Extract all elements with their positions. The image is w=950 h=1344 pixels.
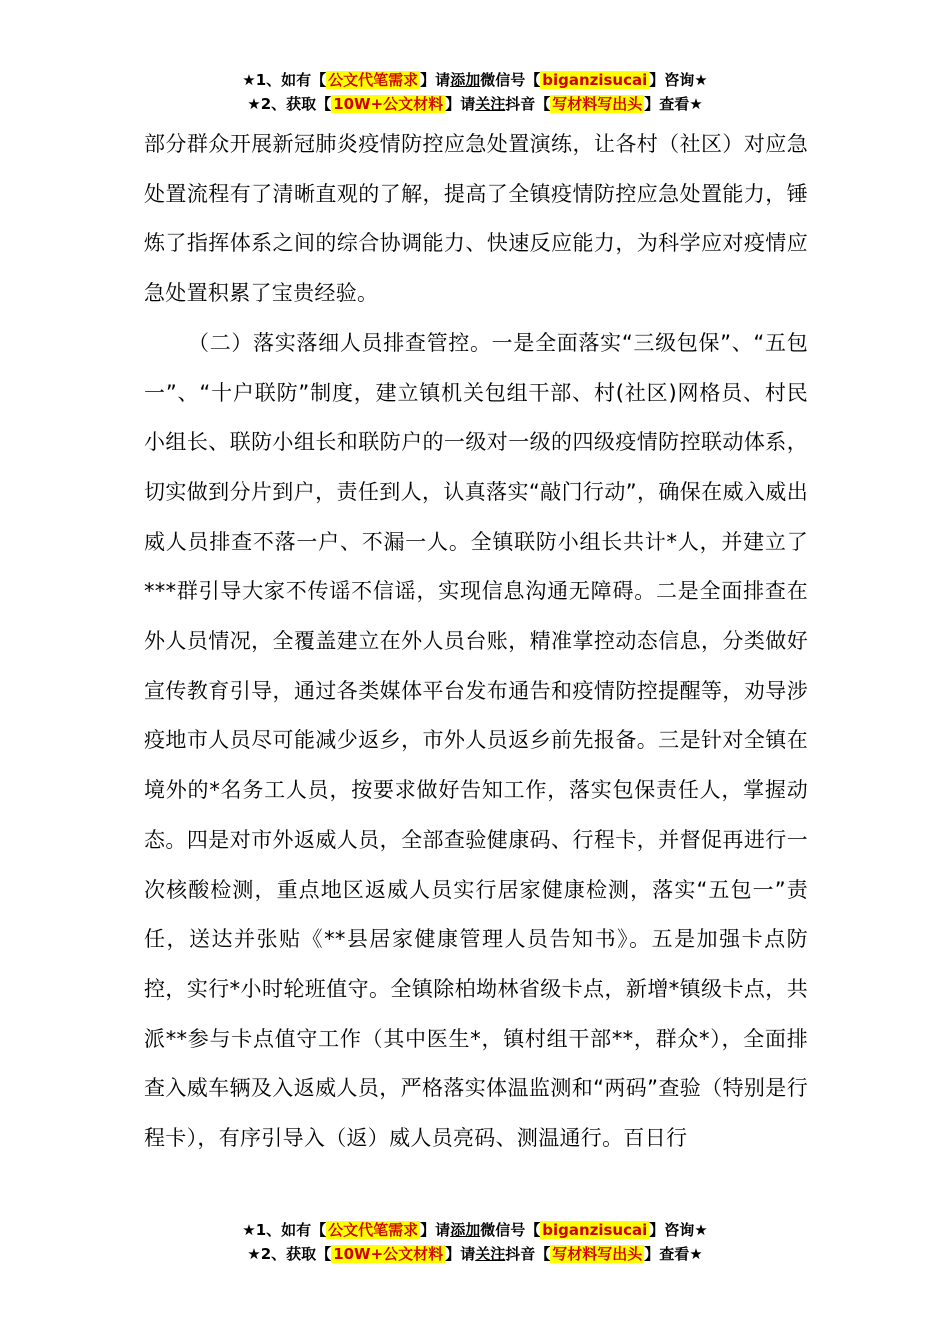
highlight-douyin-account: 写材料写出头 [552, 1245, 643, 1263]
banner-text: 抖音【 [505, 95, 551, 113]
banner-text: 微信号【 [480, 1221, 541, 1239]
banner-text: 】请 [420, 71, 451, 89]
banner-text: ★1、如有【 [242, 1221, 327, 1239]
banner-line-2 [0, 92, 950, 116]
highlight-wechat-id: biganzisucai [542, 1221, 648, 1239]
header-banner [0, 68, 950, 116]
banner-text: ★2、获取【 [247, 95, 332, 113]
banner-line-2 [0, 1242, 950, 1266]
document-body [144, 120, 808, 1164]
banner-text: ★2、获取【 [247, 1245, 332, 1263]
banner-text: 】咨询★ [649, 1221, 708, 1239]
banner-text: 抖音【 [505, 1245, 551, 1263]
banner-line-1 [0, 68, 950, 92]
banner-line-1 [0, 1218, 950, 1242]
paragraph-2: （二）落实落细人员排查管控。一是全面落实“三级包保”、“五包一”、“十户联防”制度，建立镇机关包组干部、村(社区)网格员、村民小组长、联防小组长和联防户的一级对一级的四级疫情防控联动体系，切实做到分片到户，责任到人，认真落实“敲门行动”，确保在威入威出威人员排查不落一户、不漏一人。全镇联防小组长共计*人，并建立了***群引导大家不传谣不信谣，实现信息沟通无障碍。二是全面排查在外人员情况，全覆盖建立在外人员台账，精准掌控动态信息，分类做好宣传教育引导，通过各类媒体平台发布通告和疫情防控提醒等，劝导涉疫地市人员尽可能减少返乡，市外人员返乡前先报备。三是针对全镇在境外的*名务工人员，按要求做好告知工作，落实包保责任人，掌握动态。四是对市外返威人员，全部查验健康码、行程卡，并督促再进行一次核酸检测，重点地区返威人员实行居家健康检测，落实“五包一”责任，送达并张贴《**县居家健康管理人员告知书》。五是加强卡点防控，实行*小时轮班值守。全镇除柏坳林省级卡点，新增*镇级卡点，共派**参与卡点值守工作（其中医生*，镇村组干部**，群众*），全面排查入威车辆及入返威人员，严格落实体温监测和“两码”查验（特别是行程卡），有序引导入（返）威人员亮码、测温通行。百日行 [144, 330, 808, 1151]
highlight-service: 公文代笔需求 [328, 71, 419, 89]
banner-text-underlined: 关注 [475, 95, 506, 113]
highlight-materials: 10W+公文材料 [333, 95, 444, 113]
banner-text: 】查看★ [644, 95, 703, 113]
banner-text: 】请 [445, 1245, 476, 1263]
banner-text: 微信号【 [480, 71, 541, 89]
banner-text-underlined: 添加 [450, 71, 481, 89]
highlight-wechat-id: biganzisucai [542, 71, 648, 89]
banner-text-underlined: 关注 [475, 1245, 506, 1263]
highlight-materials: 10W+公文材料 [333, 1245, 444, 1263]
banner-text: 】请 [445, 95, 476, 113]
banner-text-underlined: 添加 [450, 1221, 481, 1239]
banner-text: ★1、如有【 [242, 71, 327, 89]
paragraph-1: 部分群众开展新冠肺炎疫情防控应急处置演练，让各村（社区）对应急处置流程有了清晰直观的了解，提高了全镇疫情防控应急处置能力，锤炼了指挥体系之间的综合协调能力、快速反应能力，为科学应对疫情应急处置积累了宝贵经验。 [144, 132, 808, 306]
banner-text: 】查看★ [644, 1245, 703, 1263]
banner-text: 】咨询★ [649, 71, 708, 89]
banner-text: 】请 [420, 1221, 451, 1239]
footer-banner [0, 1218, 950, 1266]
highlight-douyin-account: 写材料写出头 [552, 95, 643, 113]
highlight-service: 公文代笔需求 [328, 1221, 419, 1239]
